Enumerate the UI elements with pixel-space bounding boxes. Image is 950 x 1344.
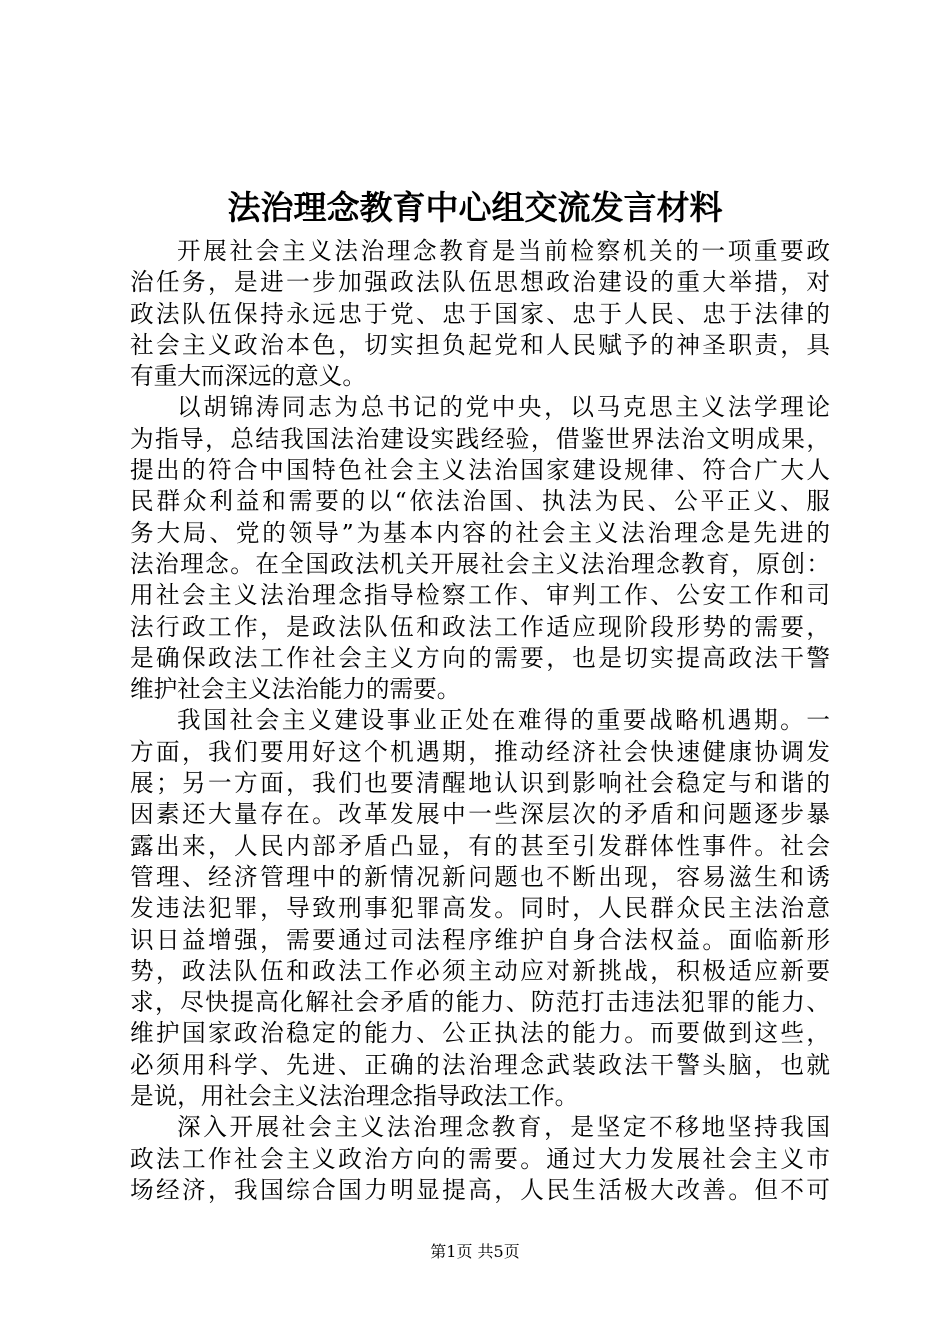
text-line: 发违法犯罪，导致刑事犯罪高发。同时，人民群众民主法治意 bbox=[130, 894, 830, 923]
text-line: 是说，用社会主义法治理念指导政法工作。 bbox=[130, 1082, 579, 1111]
document-title: 法治理念教育中心组交流发言材料 bbox=[227, 188, 723, 227]
page-number-footer: 第1页 共5页 bbox=[430, 1242, 520, 1261]
text-line: 露出来，人民内部矛盾凸显，有的甚至引发群体性事件。社会 bbox=[130, 831, 830, 860]
text-line: 方面，我们要用好这个机遇期，推动经济社会快速健康协调发 bbox=[130, 737, 830, 766]
text-line: 必须用科学、先进、正确的法治理念武装政法干警头脑，也就 bbox=[130, 1050, 830, 1079]
text-line: 以胡锦涛同志为总书记的党中央，以马克思主义法学理论 bbox=[177, 393, 830, 422]
text-line: 我国社会主义建设事业正处在难得的重要战略机遇期。一 bbox=[177, 706, 830, 735]
text-line: 求，尽快提高化解社会矛盾的能力、防范打击违法犯罪的能力、 bbox=[130, 988, 830, 1017]
text-line: 民群众利益和需要的以“依法治国、执法为民、公平正义、服 bbox=[130, 487, 830, 516]
text-line: 务大局、党的领导”为基本内容的社会主义法治理念是先进的 bbox=[130, 518, 830, 547]
text-line: 管理、经济管理中的新情况新问题也不断出现，容易滋生和诱 bbox=[130, 862, 830, 891]
text-line: 政法工作社会主义政治方向的需要。通过大力发展社会主义市 bbox=[130, 1144, 830, 1173]
text-line: 深入开展社会主义法治理念教育，是坚定不移地坚持我国 bbox=[177, 1113, 830, 1142]
text-line: 因素还大量存在。改革发展中一些深层次的矛盾和问题逐步暴 bbox=[130, 800, 830, 829]
paragraph-2 bbox=[130, 392, 830, 705]
text-line: 场经济，我国综合国力明显提高，人民生活极大改善。但不可 bbox=[130, 1175, 830, 1204]
text-line: 政法队伍保持永远忠于党、忠于国家、忠于人民、忠于法律的 bbox=[130, 299, 830, 328]
text-line: 治任务，是进一步加强政法队伍思想政治建设的重大举措，对 bbox=[130, 268, 830, 297]
text-line: 维护社会主义法治能力的需要。 bbox=[130, 675, 461, 704]
text-line: 维护国家政治稳定的能力、公正执法的能力。而要做到这些， bbox=[130, 1019, 830, 1048]
paragraph-4 bbox=[130, 1112, 830, 1206]
text-line: 是确保政法工作社会主义方向的需要，也是切实提高政法干警 bbox=[130, 643, 830, 672]
text-line: 法治理念。在全国政法机关开展社会主义法治理念教育，原创： bbox=[130, 549, 830, 578]
text-line: 识日益增强，需要通过司法程序维护自身合法权益。面临新形 bbox=[130, 925, 830, 954]
paragraph-3 bbox=[130, 705, 830, 1112]
text-line: 法行政工作，是政法队伍和政法工作适应现阶段形势的需要， bbox=[130, 612, 830, 641]
text-line: 提出的符合中国特色社会主义法治国家建设规律、符合广大人 bbox=[130, 456, 830, 485]
text-line: 用社会主义法治理念指导检察工作、审判工作、公安工作和司 bbox=[130, 581, 830, 610]
text-line: 有重大而深远的意义。 bbox=[130, 362, 366, 391]
document-body bbox=[130, 236, 830, 1206]
text-line: 社会主义政治本色，切实担负起党和人民赋予的神圣职责，具 bbox=[130, 330, 830, 359]
paragraph-1 bbox=[130, 236, 830, 392]
text-line: 为指导，总结我国法治建设实践经验，借鉴世界法治文明成果， bbox=[130, 424, 830, 453]
text-line: 开展社会主义法治理念教育是当前检察机关的一项重要政 bbox=[177, 237, 830, 265]
text-line: 展；另一方面，我们也要清醒地认识到影响社会稳定与和谐的 bbox=[130, 769, 830, 798]
text-line: 势，政法队伍和政法工作必须主动应对新挑战，积极适应新要 bbox=[130, 956, 830, 985]
